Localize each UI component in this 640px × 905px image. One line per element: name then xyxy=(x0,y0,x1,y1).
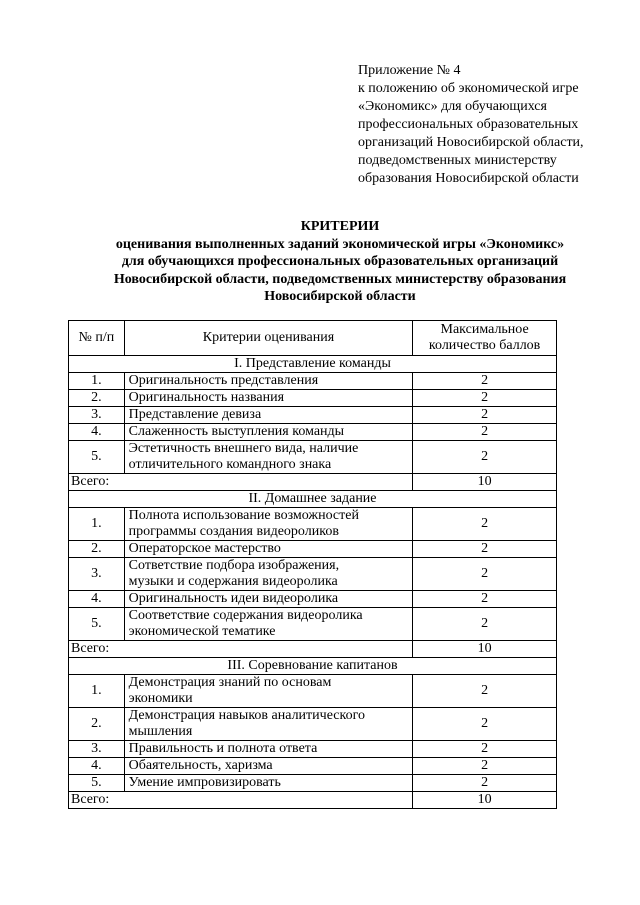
annex-line: к положению об экономической игре xyxy=(358,81,579,96)
max-score: 2 xyxy=(413,591,557,608)
criterion-line: экономики xyxy=(128,691,193,706)
criterion-text xyxy=(124,758,413,775)
criterion-line: Правильность и полнота ответа xyxy=(128,741,318,756)
criterion-line: музыки и содержания видеоролика xyxy=(128,574,338,589)
total-row xyxy=(69,792,557,809)
max-score: 2 xyxy=(413,390,557,407)
total-score: 10 xyxy=(413,641,557,658)
criterion-text xyxy=(124,390,413,407)
criterion-text xyxy=(124,508,413,541)
total-row xyxy=(69,641,557,658)
table-row xyxy=(69,591,557,608)
criterion-line: программы создания видеороликов xyxy=(128,524,339,539)
row-number: 3. xyxy=(69,407,125,424)
criterion-text xyxy=(124,708,413,741)
criterion-line: Демонстрация навыков аналитического xyxy=(128,708,365,723)
annex-line: «Экономикс» для обучающихся xyxy=(358,99,547,114)
max-score: 2 xyxy=(413,424,557,441)
header-max-line: Максимальное xyxy=(440,322,529,337)
table-row xyxy=(69,708,557,741)
total-label: Всего: xyxy=(69,641,413,658)
criterion-line: Соответствие содержания видеоролика xyxy=(128,608,363,623)
max-score: 2 xyxy=(413,775,557,792)
row-number: 3. xyxy=(69,741,125,758)
max-score: 2 xyxy=(413,708,557,741)
table-row xyxy=(69,741,557,758)
criterion-text xyxy=(124,441,413,474)
criterion-text xyxy=(124,558,413,591)
criterion-line: мышления xyxy=(128,724,193,739)
criterion-line: Представление девиза xyxy=(128,407,262,422)
max-score: 2 xyxy=(413,675,557,708)
max-score: 2 xyxy=(413,558,557,591)
row-number: 1. xyxy=(69,373,125,390)
header-criteria: Критерии оценивания xyxy=(124,321,413,356)
table-row xyxy=(69,441,557,474)
section-title: III. Соревнование капитанов xyxy=(69,658,557,675)
header-max-score xyxy=(413,321,557,356)
max-score: 2 xyxy=(413,373,557,390)
header-num: № п/п xyxy=(69,321,125,356)
table-header-row xyxy=(69,321,557,356)
total-row xyxy=(69,474,557,491)
criterion-line: Полнота использование возможностей xyxy=(128,508,359,523)
total-score: 10 xyxy=(413,792,557,809)
row-number: 2. xyxy=(69,708,125,741)
row-number: 4. xyxy=(69,758,125,775)
table-row xyxy=(69,775,557,792)
criterion-text xyxy=(124,424,413,441)
max-score: 2 xyxy=(413,508,557,541)
annex-line: подведомственных министерству xyxy=(358,153,557,168)
table-row xyxy=(69,758,557,775)
table-body xyxy=(69,356,557,809)
annex-note xyxy=(358,62,628,188)
row-number: 2. xyxy=(69,541,125,558)
max-score: 2 xyxy=(413,741,557,758)
title-line: Новосибирской области xyxy=(264,289,416,304)
table-row xyxy=(69,675,557,708)
table-row xyxy=(69,407,557,424)
max-score: 2 xyxy=(413,541,557,558)
title-line: оценивания выполненных заданий экономической игры «Экономикс» xyxy=(115,236,565,252)
criterion-line: Оригинальность идеи видеоролика xyxy=(128,591,339,606)
annex-line: образования Новосибирской области xyxy=(358,171,579,186)
total-label: Всего: xyxy=(69,474,413,491)
criterion-text xyxy=(124,373,413,390)
criterion-line: Оригинальность названия xyxy=(128,390,285,405)
row-number: 3. xyxy=(69,558,125,591)
section-row xyxy=(69,658,557,675)
row-number: 5. xyxy=(69,608,125,641)
total-label: Всего: xyxy=(69,792,413,809)
annex-line: организаций Новосибирской области, xyxy=(358,135,584,150)
criterion-line: Операторское мастерство xyxy=(128,541,281,556)
criterion-text xyxy=(124,591,413,608)
criterion-text xyxy=(124,741,413,758)
criteria-table xyxy=(68,320,557,809)
criterion-line: отличительного командного знака xyxy=(128,457,332,472)
row-number: 1. xyxy=(69,675,125,708)
criterion-line: Слаженность выступления команды xyxy=(128,424,345,439)
table-row xyxy=(69,373,557,390)
max-score: 2 xyxy=(413,608,557,641)
section-row xyxy=(69,491,557,508)
max-score: 2 xyxy=(413,441,557,474)
header-max-line: количество баллов xyxy=(428,338,541,353)
criterion-text xyxy=(124,541,413,558)
max-score: 2 xyxy=(413,758,557,775)
row-number: 5. xyxy=(69,775,125,792)
annex-line: Приложение № 4 xyxy=(358,63,461,78)
title-line: для обучающихся профессиональных образовательных организаций xyxy=(121,254,559,269)
document-title xyxy=(60,218,620,306)
table-row xyxy=(69,390,557,407)
table-row xyxy=(69,558,557,591)
section-title: I. Представление команды xyxy=(69,356,557,373)
criterion-line: Сответствие подбора изображения, xyxy=(128,558,340,573)
criterion-line: Оригинальность представления xyxy=(128,373,319,388)
criterion-line: Эстетичность внешнего вида, наличие xyxy=(128,441,359,456)
total-score: 10 xyxy=(413,474,557,491)
criterion-text xyxy=(124,608,413,641)
criterion-line: экономической тематике xyxy=(128,624,276,639)
row-number: 1. xyxy=(69,508,125,541)
section-row xyxy=(69,356,557,373)
table-row xyxy=(69,424,557,441)
annex-line: профессиональных образовательных xyxy=(358,117,579,132)
title-heading: КРИТЕРИИ xyxy=(300,219,380,234)
criterion-line: Демонстрация знаний по основам xyxy=(128,675,332,690)
criterion-line: Умение импровизировать xyxy=(128,775,281,790)
row-number: 2. xyxy=(69,390,125,407)
criterion-text xyxy=(124,775,413,792)
row-number: 4. xyxy=(69,591,125,608)
table-row xyxy=(69,608,557,641)
table-row xyxy=(69,508,557,541)
criterion-text xyxy=(124,407,413,424)
row-number: 5. xyxy=(69,441,125,474)
section-title: II. Домашнее задание xyxy=(69,491,557,508)
table-row xyxy=(69,541,557,558)
title-line: Новосибирской области, подведомственных министерству образования xyxy=(113,271,567,287)
row-number: 4. xyxy=(69,424,125,441)
criterion-text xyxy=(124,675,413,708)
max-score: 2 xyxy=(413,407,557,424)
criterion-line: Обаятельность, харизма xyxy=(128,758,273,773)
